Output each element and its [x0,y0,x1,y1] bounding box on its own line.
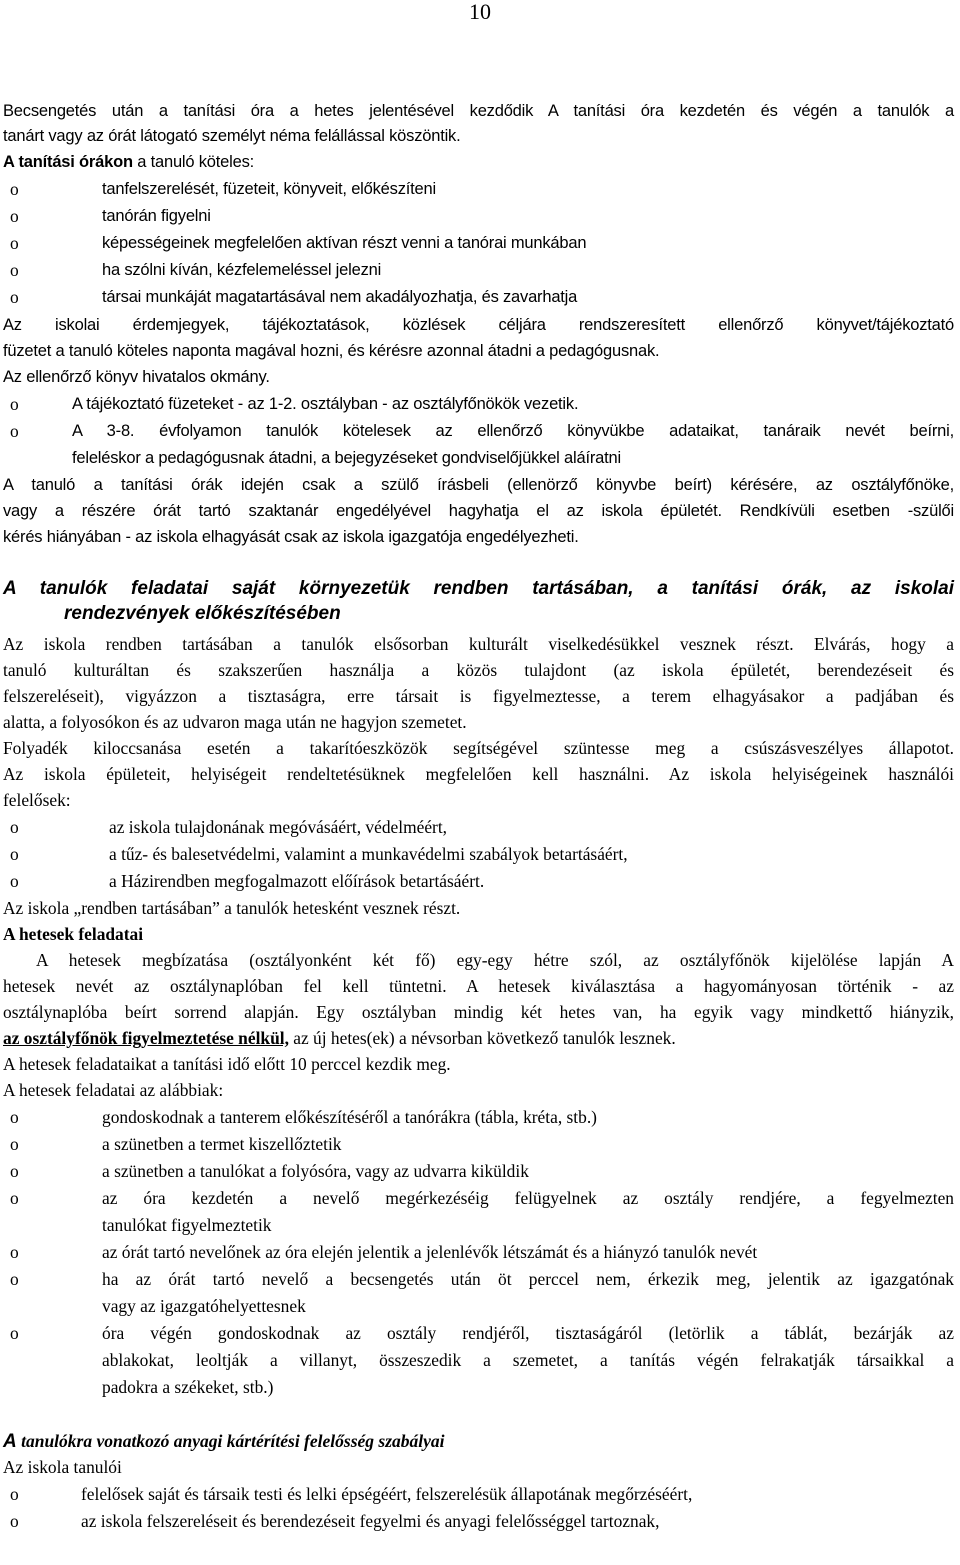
line-text: Az iskola rendben tartásában a tanulók elsősorban kulturált viselkedésükkel vesznek részt. Elvárás, hogy a [3,634,954,654]
bullet-marker: o [10,233,19,253]
list-item [102,1268,954,1290]
text-line [3,1001,954,1023]
text-line [3,1079,954,1101]
list-item [102,286,954,308]
line-text: kérés hiányában - az iskola elhagyását csak az iskola igazgatója engedélyezheti. [3,528,579,546]
text-line [72,447,954,469]
line-text: ha az órát tartó nevelő a becsengetés után öt perccel nem, érkezik meg, jelentik az igazgatónak [102,1269,954,1289]
heading-text: A tanulók feladatai saját környezetük rendben tartásában, a tanítási órák, az iskolai [3,578,954,599]
page-number: 10 [469,0,491,24]
bullet-marker: o [10,871,19,891]
text-line [3,526,954,548]
bullet-marker: o [10,1511,19,1531]
text-line [102,1349,954,1371]
text-line [3,659,954,681]
list-item [102,1133,954,1155]
text-line [3,737,954,759]
bullet-marker: o [10,421,19,441]
line-text: a tanuló köteles: [132,153,255,171]
section-heading [64,603,954,625]
line-text: vagy az igazgatóhelyettesnek [102,1296,306,1316]
text-line [3,100,954,122]
text-line [3,685,954,707]
line-text: feleléskor a pedagógusnak átadni, a bejegyzéseket gondviselőjükkel aláíratni [72,449,621,467]
text-line [3,125,954,147]
bullet-marker: o [10,844,19,864]
line-text: az iskola tulajdonának megóvásáért, védelméért, [109,817,448,837]
text-line [3,151,954,173]
text-line [3,763,954,785]
bullet-marker: o [10,1242,19,1262]
line-text: tanuló kulturáltan és szakszerűen használja a közös tulajdont (az iskola épületét, berendezéseit és [3,660,954,680]
list-item [102,178,954,200]
line-text: a tűz- és balesetvédelmi, valamint a munkavédelmi szabályok betartásáért, [109,844,628,864]
line-text: felelősek saját és társaik testi és lelki épségéért, felszerelésük állapotának megőrzéséért, [81,1484,693,1504]
text-line [102,1376,954,1398]
heading-text: tanulókra vonatkozó anyagi kártérítési felelősség szabályai [16,1431,445,1451]
text-line [3,1053,954,1075]
line-text: A tájékoztató füzeteket - az 1-2. osztályban - az osztályfőnökök vezetik. [72,395,579,413]
line-text: Az iskola épületeit, helyiségeit rendeltetésüknek megfelelően kell használni. Az iskola helyiségeinek használói [3,764,954,784]
bullet-marker: o [10,1188,19,1208]
line-text: tanórán figyelni [102,207,211,225]
list-item [102,1187,954,1209]
line-text: tanulókat figyelmeztetik [102,1215,272,1235]
list-item [109,843,954,865]
list-item [72,420,954,442]
text-line [36,949,954,971]
line-text: hetesek nevét az osztálynaplóban fel kell tüntetni. A hetesek kiválasztása a hagyományosan történik - az [3,976,954,996]
bullet-marker: o [10,394,19,414]
line-text: Az iskola „rendben tartásában” a tanulók hetesként vesznek részt. [3,898,461,918]
bullet-marker: o [10,817,19,837]
bullet-marker: o [10,179,19,199]
heading-text: rendezvények előkészítésében [64,603,341,624]
section-heading [3,1430,954,1453]
text-line [3,1456,954,1478]
text-line [3,923,954,945]
line-text: a szünetben a tanulókat a folyósóra, vagy az udvarra kiküldik [102,1161,529,1181]
text-line [3,897,954,919]
text-line [3,711,954,733]
line-text: gondoskodnak a tanterem előkészítéséről a tanórákra (tábla, kréta, stb.) [102,1107,597,1127]
line-text: Az iskola tanulói [3,1457,122,1477]
list-item [72,393,954,415]
line-text: vagy a részére órát tartó szaktanár engedélyével hagyhatja el az iskola épületét. Rendkívüli esetben -szülői [3,502,954,520]
bullet-marker: o [10,206,19,226]
line-text: Az ellenőrző könyv hivatalos okmány. [3,368,270,386]
line-text: tanfelszerelését, füzeteit, könyveit, előkészíteni [102,180,436,198]
bullet-marker: o [10,287,19,307]
bullet-marker: o [10,1269,19,1289]
underlined-bold-text: az osztályfőnök figyelmeztetése nélkül, [3,1028,289,1048]
line-text: A hetesek feladataikat a tanítási idő előtt 10 perccel kezdik meg. [3,1054,451,1074]
bullet-marker: o [10,260,19,280]
text-line [3,789,954,811]
line-text: ablakokat, leoltják a villanyt, összeszedik a szemetet, a tanítás végén felrakatják társaikkal a [102,1350,954,1370]
line-text: Folyadék kiloccsanása esetén a takarítóeszközök segítségével szüntesse meg a csúszásveszélyes állapotot. [3,738,954,758]
text-line [102,1214,954,1236]
list-item [81,1510,954,1532]
text-line [3,366,954,388]
section-heading [3,578,954,600]
list-item [102,232,954,254]
line-text: az iskola felszereléseit és berendezéseit fegyelmi és anyagi felelősséggel tartoznak, [81,1511,660,1531]
bullet-marker: o [10,1134,19,1154]
bullet-marker: o [10,1107,19,1127]
line-text: óra végén gondoskodnak az osztály rendjéről, tisztaságáról (letörlik a táblát, bezárják az [102,1323,954,1343]
line-text: felelősek: [3,790,71,810]
text-line [3,633,954,655]
line-text: füzetet a tanuló köteles naponta magával hozni, és kérésre azonnal átadni a pedagógusnak. [3,342,660,360]
bullet-marker: o [10,1484,19,1504]
line-text: osztálynaplóba beírt sorrend alapján. Egy osztályban mindig két hetes van, ha egyik vagy mindkettő hiányzik, [3,1002,954,1022]
line-text: alatta, a folyosókon és az udvaron maga után ne hagyjon szemetet. [3,712,467,732]
line-text: A tanuló a tanítási órák idején csak a szülő írásbeli (ellenörző könyvbe beírt) kérésére, az osztályfőnöke, [3,476,954,494]
bold-text: A hetesek feladatai [3,924,144,944]
line-text: képességeinek megfelelően aktívan részt venni a tanórai munkában [102,234,587,252]
list-item [102,205,954,227]
text-line [3,1027,954,1049]
line-text: a szünetben a termet kiszellőztetik [102,1134,342,1154]
list-item [81,1483,954,1505]
list-item [102,1160,954,1182]
list-item [102,259,954,281]
list-item [109,870,954,892]
line-text: a Házirendben megfogalmazott előírások betartásáért. [109,871,485,891]
line-text: felszereléseit), vigyázzon a tisztaságra, erre társait is figyelmeztesse, a terem elhagyásakor a padjában és [3,686,954,706]
line-text: Becsengetés után a tanítási óra a hetes jelentésével kezdődik A tanítási óra kezdetén és végén a tanulók a [3,102,954,120]
list-item [102,1241,954,1263]
text-line [3,500,954,522]
line-text: az új hetes(ek) a névsorban következő tanulók lesznek. [288,1028,676,1048]
bullet-marker: o [10,1323,19,1343]
line-text: társai munkáját magatartásával nem akadályozhatja, és zavarhatja [102,288,578,306]
line-text: A hetesek megbízatása (osztályonként két fő) egy-egy hétre szól, az osztályfőnök kijelölése lapján A [36,950,954,970]
line-text: padokra a székeket, stb.) [102,1377,274,1397]
list-item [102,1322,954,1344]
list-item [109,816,954,838]
bold-text: A tanítási órákon [3,153,133,171]
line-text: az órát tartó nevelőnek az óra elején jelentik a jelenlévők létszámát és a hiányzó tanulók nevét [102,1242,758,1262]
bullet-marker: o [10,1161,19,1181]
line-text: ha szólni kíván, kézfelemeléssel jelezni [102,261,382,279]
text-line [3,474,954,496]
line-text: tanárt vagy az órát látogató személyt néma felállással köszöntik. [3,127,461,145]
line-text: A hetesek feladatai az alábbiak: [3,1080,224,1100]
line-text: A 3-8. évfolyamon tanulók kötelesek az ellenőrző könyvükbe adataikat, tanáraik nevét beírni, [72,422,954,440]
line-text: az óra kezdetén a nevelő megérkezéséig felügyelnek az osztály rendjére, a fegyelmezten [102,1188,954,1208]
list-item [102,1106,954,1128]
heading-initial: A [3,1431,17,1452]
text-line [102,1295,954,1317]
text-line [3,314,954,336]
text-line [3,975,954,997]
text-line [3,340,954,362]
line-text: Az iskolai érdemjegyek, tájékoztatások, közlések céljára rendszeresített ellenőrző könyvet/tájékoztató [3,316,954,334]
